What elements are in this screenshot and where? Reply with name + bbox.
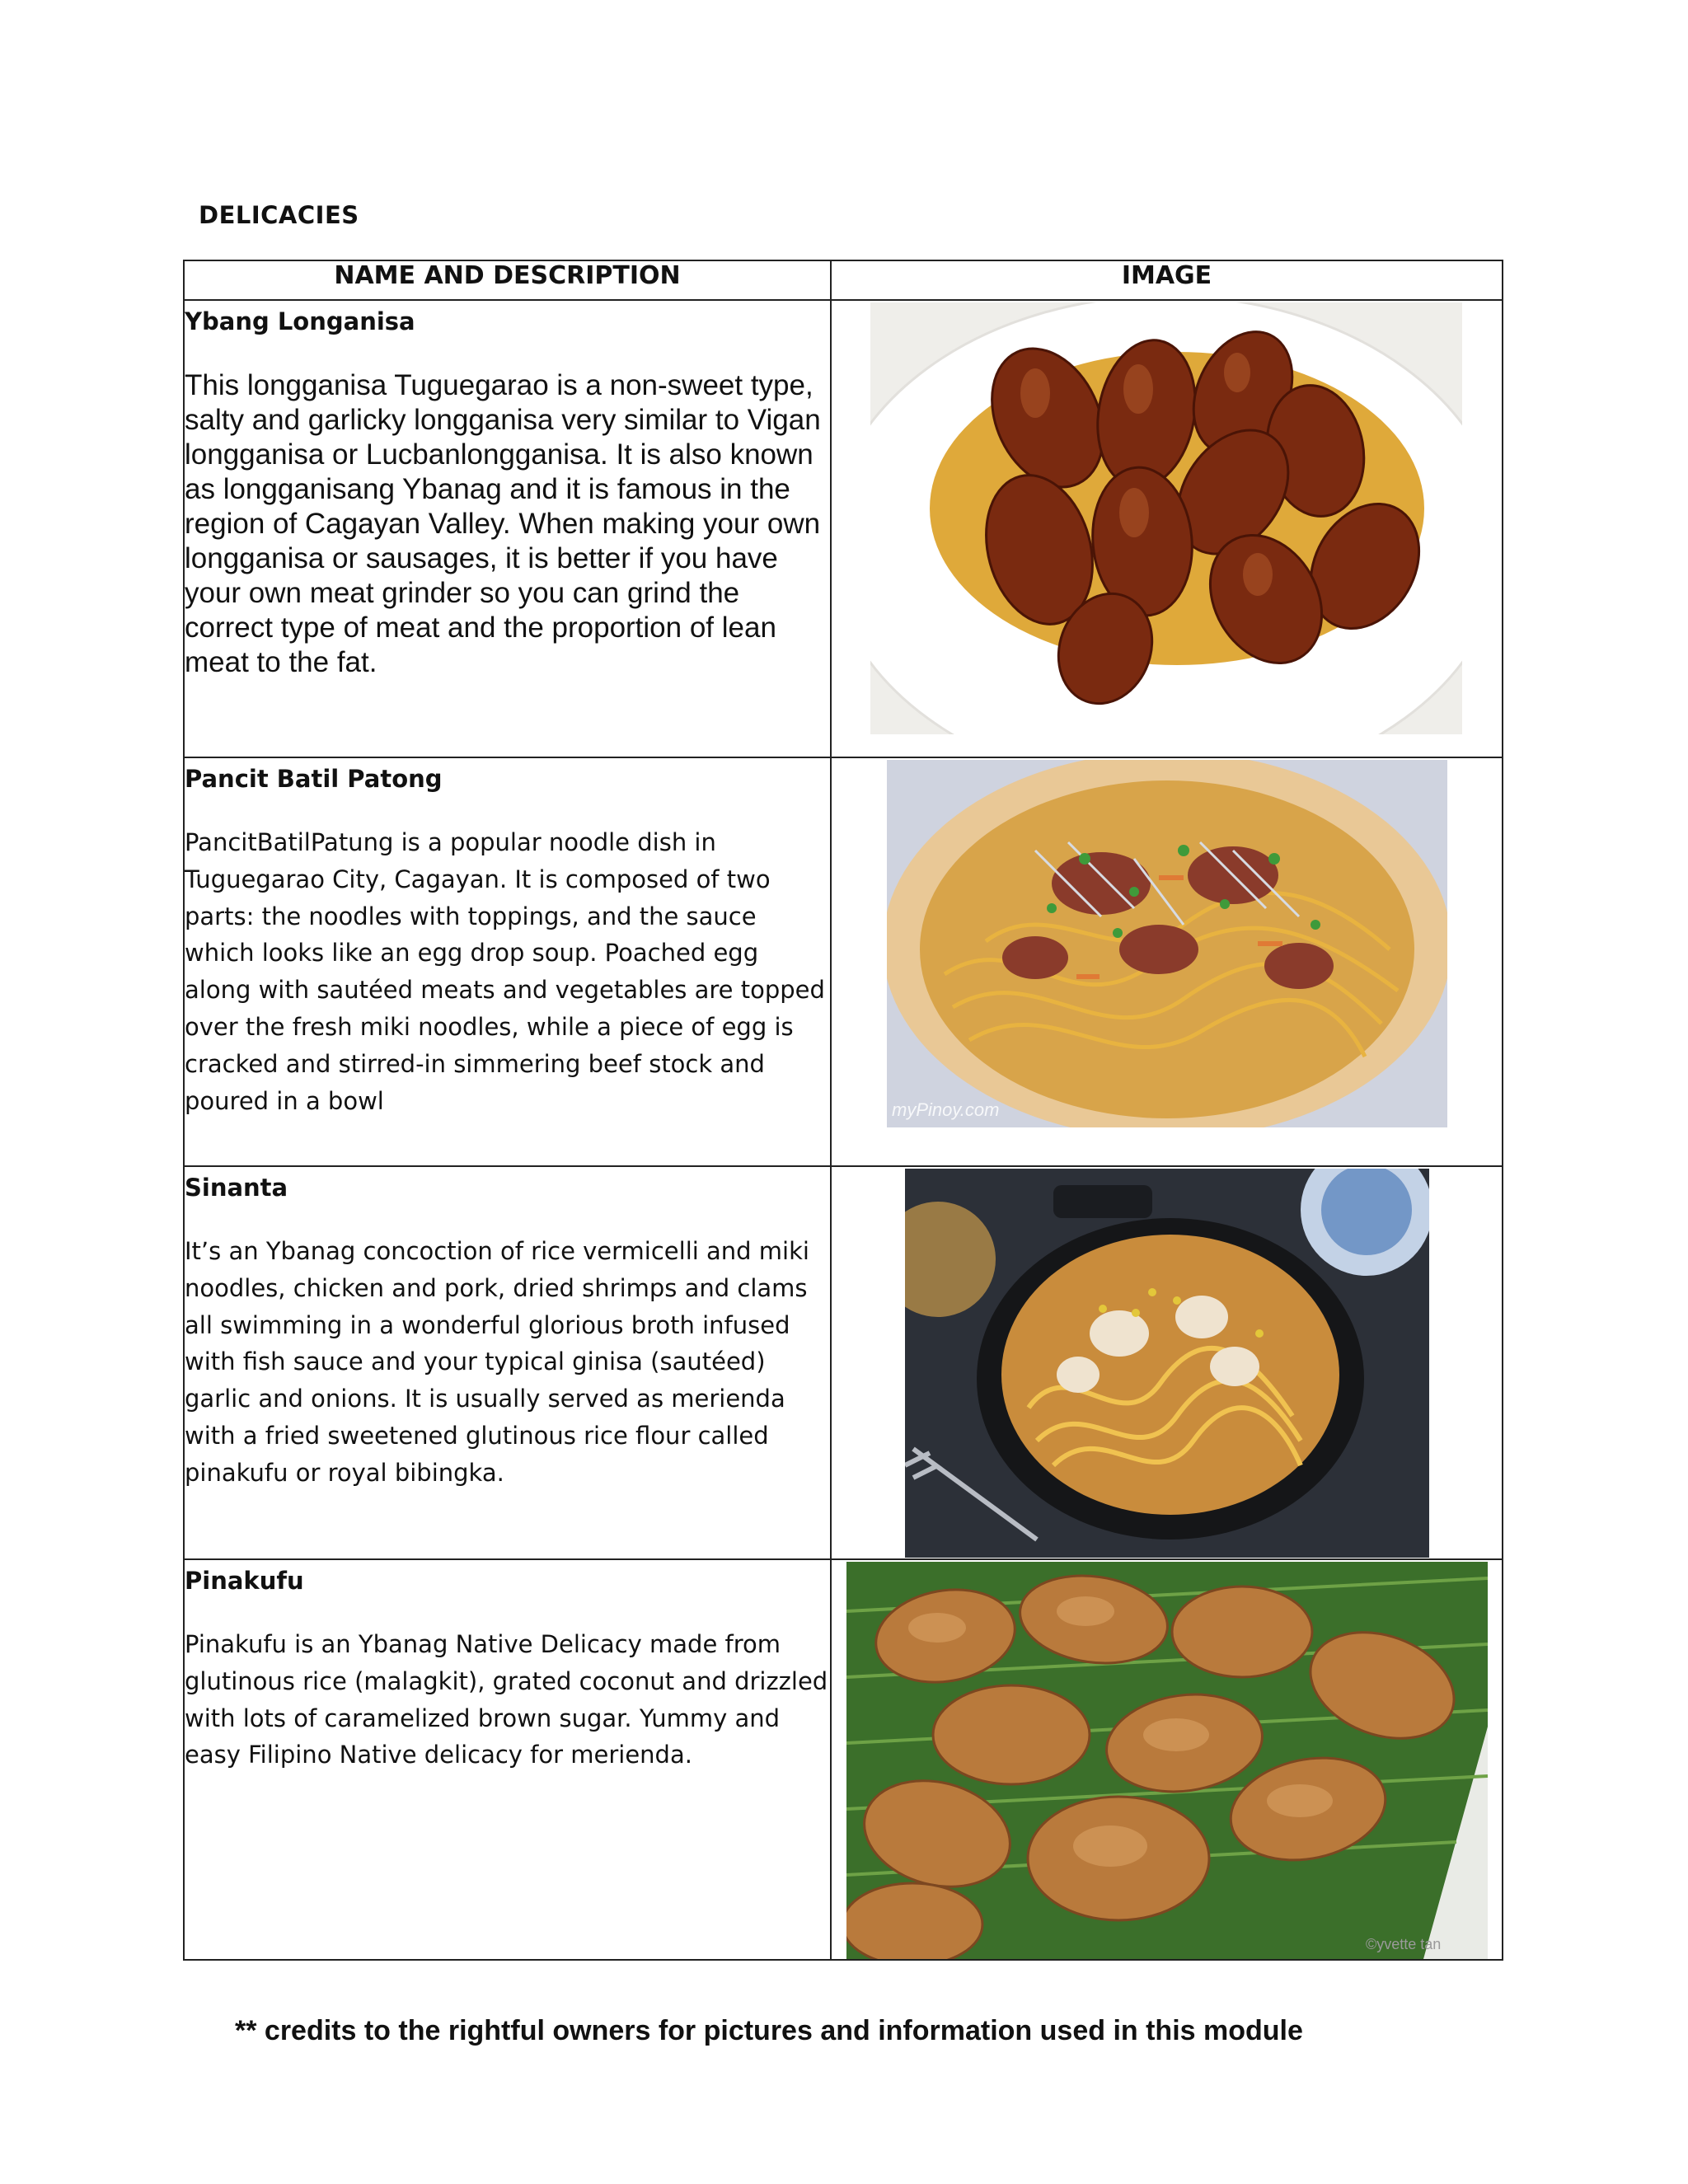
dish-description: It’s an Ybanag concoction of rice vermicelli and miki noodles, chicken and pork, dried shrimps and clams all swimming in a wonderful glorious broth infused with fish sauce and your typical ginisa (sautéed) garlic and onions. It is usually served as merienda with a fried sweetened glutinous rice flour called pinakufu or royal bibingka. — [185, 1237, 809, 1487]
image-cell — [831, 1166, 1503, 1559]
table-header-row — [184, 260, 1503, 300]
image-cell — [831, 1559, 1503, 1960]
description-cell — [184, 300, 831, 757]
image-watermark: myPinoy.com — [892, 1099, 1000, 1120]
delicacies-table — [183, 260, 1503, 1961]
dish-name: Sinanta — [185, 1174, 288, 1202]
pinakufu-photo — [846, 1562, 1488, 1959]
description-cell — [184, 1559, 831, 1960]
table-row — [184, 1166, 1503, 1559]
dish-name: Ybang Longanisa — [185, 307, 415, 335]
description-cell — [184, 1166, 831, 1559]
pancit-photo — [887, 760, 1447, 1127]
longanisa-photo — [870, 302, 1462, 734]
dish-description: Pinakufu is an Ybanag Native Delicacy made from glutinous rice (malagkit), grated coconut and drizzled with lots of caramelized brown sugar. Yummy and easy Filipino Native delicacy for merienda. — [185, 1630, 828, 1769]
credits-note: ** credits to the rightful owners for pictures and information used in this module — [235, 2015, 1303, 2046]
column-header-image: IMAGE — [831, 260, 1503, 300]
dish-description: This longganisa Tuguegarao is a non-sweet type, salty and garlicky longganisa very similar to Vigan longganisa or Lucbanlongganisa. It is also known as longganisang Ybanag and it is famous in the region of Cagayan Valley. When making your own longganisa or sausages, it is better if you have your own meat grinder so you can grind the correct type of meat and the proportion of lean meat to the fat. — [185, 369, 821, 678]
sinanta-photo — [905, 1169, 1429, 1558]
page-heading: DELICACIES — [199, 201, 359, 229]
dish-name: Pinakufu — [185, 1567, 304, 1595]
table-row — [184, 300, 1503, 757]
description-cell — [184, 757, 831, 1166]
dish-name: Pancit Batil Patong — [185, 765, 443, 793]
column-header-name-description: NAME AND DESCRIPTION — [184, 260, 831, 300]
image-watermark: ©yvette tan — [1366, 1936, 1442, 1952]
image-cell — [831, 757, 1503, 1166]
table-row — [184, 1559, 1503, 1960]
dish-description: PancitBatilPatung is a popular noodle dish in Tuguegarao City, Cagayan. It is composed of two parts: the noodles with toppings, and the sauce which looks like an egg drop soup. Poached egg along with sautéed meats and vegetables are topped over the fresh miki noodles, while a piece of egg is cracked and stirred-in simmering beef stock and poured in a bowl — [185, 828, 825, 1115]
image-cell — [831, 300, 1503, 757]
table-row — [184, 757, 1503, 1166]
